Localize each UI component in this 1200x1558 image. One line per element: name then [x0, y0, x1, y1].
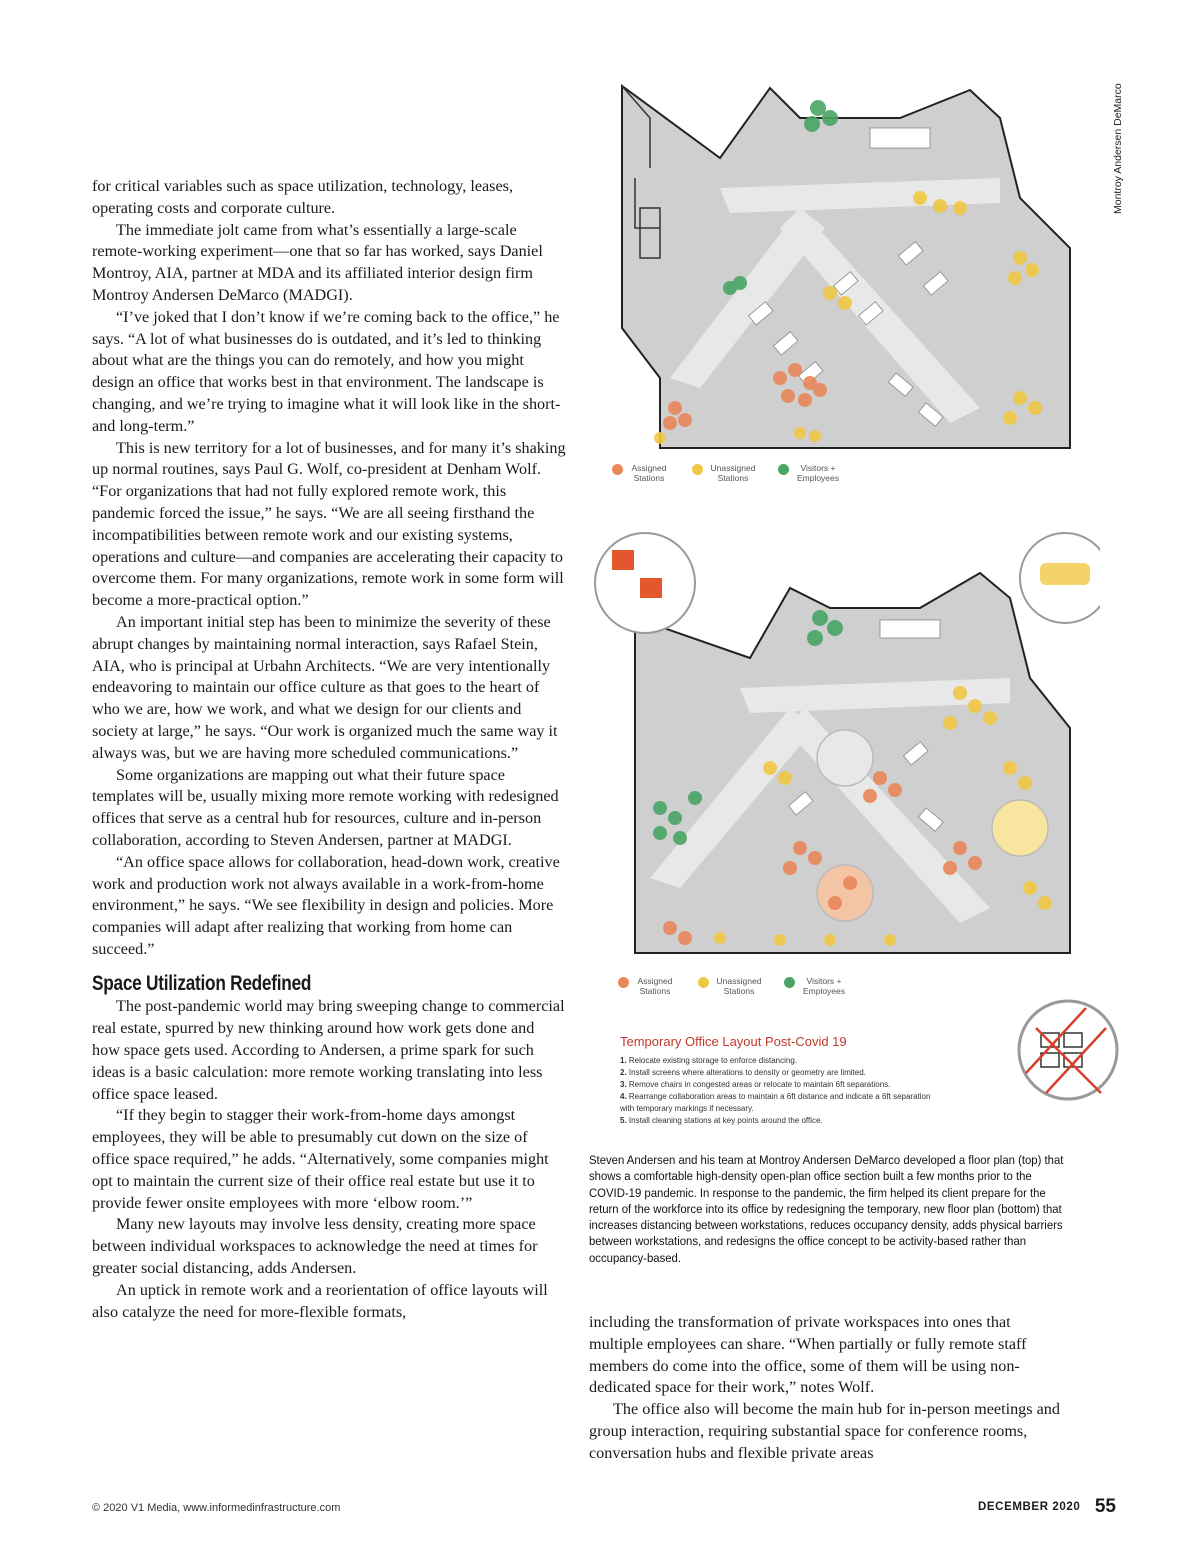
unassigned-swatch — [692, 464, 703, 475]
legend-label: Visitors + Employees — [802, 976, 846, 996]
zoom-detail-screens — [1016, 998, 1120, 1102]
photo-credit — [1112, 80, 1128, 230]
left-column — [92, 176, 566, 1323]
paragraph: “If they begin to stagger their work-from-home days amongst employees, they will be able to presumably cut down on the size of office space required,” he adds. “Alternatively, some companies might opt to maintain the current size of their office real estate but use it to provide fewer onsite employees with more ‘elbow room.’” — [92, 1106, 549, 1212]
temporary-layout-list — [620, 1055, 940, 1127]
visitors-swatch — [784, 977, 795, 988]
issue-date: DECEMBER 2020 — [978, 1501, 1081, 1513]
list-item: 3. Remove chairs in congested areas or relocate to maintain 6ft separations. — [620, 1080, 891, 1089]
legend-assigned — [618, 976, 677, 996]
paragraph: including the transformation of private workspaces into ones that multiple employees can share. “When partially or fully remote staff members do come into the office, some of them will be using non-dedicated space for their work,” notes Wolf. — [589, 1313, 1027, 1397]
paragraph: “An office space allows for collaboration, head-down work, creative work and production work not always available in a work-from-home environment,” he says. “We see flexibility in design and policies. More companies will adapt after realizing that working from home can succeed.” — [92, 852, 560, 958]
paragraph: An uptick in remote work and a reorientation of office layouts will also catalyze the need for more-flexible formats, — [92, 1280, 548, 1321]
legend-label: Unassigned Stations — [716, 976, 762, 996]
legend-label: Assigned Stations — [637, 976, 673, 996]
visitors-swatch — [778, 464, 789, 475]
paragraph: for critical variables such as space utilization, technology, leases, operating costs and corporate culture. — [92, 177, 514, 217]
legend-label: Visitors + Employees — [796, 463, 840, 483]
unassigned-swatch — [698, 977, 709, 988]
legend-label: Assigned Stations — [631, 463, 667, 483]
paragraph: This is new territory for a lot of businesses, and for many it’s shaking up normal routines, says Paul G. Wolf, co-president at Denham Wolf. “For organizations that had not fully explored remote work, this pandemic forced the issue,” he says. “We are all seeing firsthand the incompatibilities between remote work and our existing systems, operations and culture—and companies are accelerating their capacity to overcome them. For many organizations, remote work in some form will become a more-practical option.” — [92, 438, 566, 610]
figure-caption: Steven Andersen and his team at Montroy Andersen DeMarco developed a floor plan (top) that shows a comfortable high-density open-plan office section built a few months prior to the COVID-19 pandemic. In response to the pandemic, the firm helped its client prepare for the return of the workforce into its office by redesigning the temporary, new floor plan (bottom) that increases distancing between workstations, reduces occupancy density, adds physical barriers between workstations, and redesigns the office concept to be activity-based rather than occupancy-based. — [589, 1153, 1064, 1265]
list-item: 4. Rearrange collaboration areas to maintain a 6ft distance and indicate a 6ft separation with temporary markings if necessary. — [620, 1092, 931, 1113]
paragraph: The post-pandemic world may bring sweeping change to commercial real estate, spurred by new thinking around how work gets done and how space gets used. According to Andersen, a prime spark for such ideas is a basic calculation: more remote working translating into less office space leased. — [92, 997, 565, 1103]
page-number: 55 — [1094, 1496, 1116, 1517]
paragraph: “I’ve joked that I don’t know if we’re coming back to the office,” he says. “A lot of what businesses do is outdated, and it’s led to thinking about what are the things you can do remotely, and how you might design an office that works best in that environment. The landscape is changing, and we’re trying to imagine what it will look like in the short- and long-term.” — [92, 307, 561, 435]
photo-credit-text: Montroy Andersen DeMarco — [1112, 83, 1124, 214]
list-item: 5. Install cleaning stations at key points around the office. — [620, 1116, 823, 1125]
section-heading: Space Utilization Redefined — [92, 971, 312, 995]
paragraph: The immediate jolt came from what’s essentially a large-scale remote-working experiment—one that so far has worked, says Daniel Montroy, AIA, partner at MDA and its affiliated interior design firm Montroy Andersen DeMarco (MADGI). — [92, 220, 543, 304]
paragraph: An important initial step has been to minimize the severity of these abrupt changes by maintaining normal interaction, says Rafael Stein, AIA, who is principal at Urbahn Architects. “We are very intentionally endeavoring to maintain our office culture as that goes to the heart of who we are, how we work, and what we design for our clients and society at large,” he says. “Our work is organized much the same way it always was, but we are having more scheduled communications.” — [92, 612, 558, 762]
paragraph: Many new layouts may involve less density, creating more space between individual workspaces to acknowledge the need at times for greater social distancing, adds Andersen. — [92, 1215, 538, 1278]
legend-top — [612, 463, 912, 487]
legend-unassigned — [698, 976, 765, 996]
footer-copyright: © 2020 V1 Media, www.informedinfrastructure.com — [92, 1502, 341, 1514]
assigned-swatch — [612, 464, 623, 475]
assigned-swatch — [618, 977, 629, 988]
floor-plan-top — [600, 78, 1080, 458]
list-item: 2. Install screens where alterations to density or geometry are limited. — [620, 1068, 866, 1077]
legend-bottom — [618, 976, 918, 1000]
footer-page-info — [978, 1496, 1116, 1518]
paragraph: The office also will become the main hub for in-person meetings and group interaction, requiring substantial space for conference rooms, conversation hubs and flexible private areas — [589, 1400, 1060, 1462]
list-item: 1. Relocate existing storage to enforce distancing. — [620, 1056, 798, 1065]
legend-assigned — [612, 463, 671, 483]
temporary-layout-box — [620, 1034, 940, 1127]
legend-visitors — [784, 976, 849, 996]
right-column — [589, 1312, 1067, 1465]
legend-unassigned — [692, 463, 759, 483]
floor-plan-bottom — [590, 528, 1100, 958]
legend-visitors — [778, 463, 843, 483]
paragraph: Some organizations are mapping out what their future space templates will be, usually mixing more remote working with redesigned offices that serve as a central hub for resources, culture and in-person collaboration, according to Steven Andersen, partner at MADGI. — [92, 765, 559, 849]
temporary-layout-title: Temporary Office Layout Post-Covid 19 — [620, 1034, 847, 1049]
legend-label: Unassigned Stations — [710, 463, 756, 483]
